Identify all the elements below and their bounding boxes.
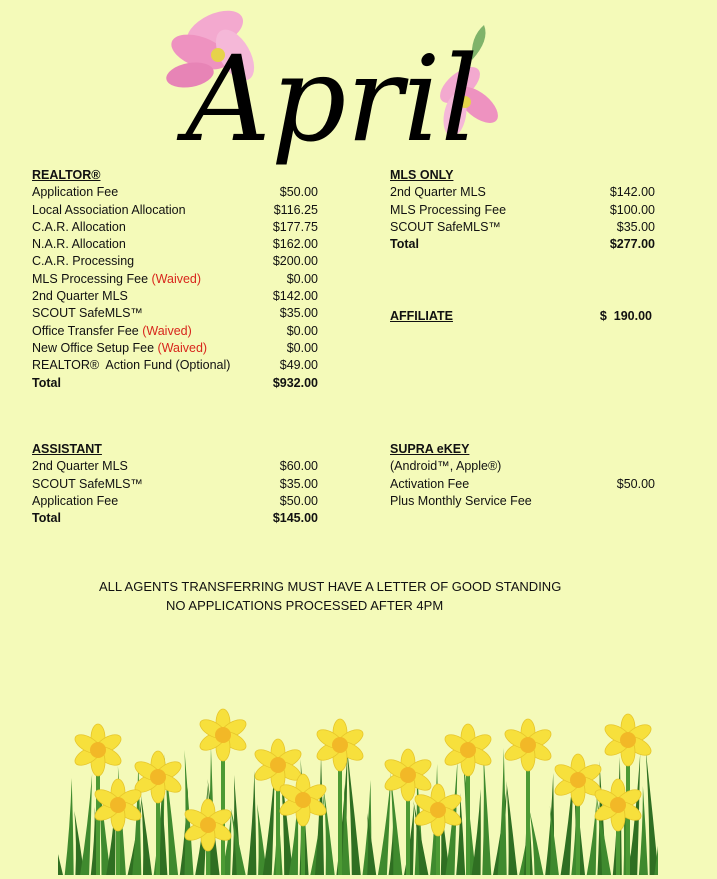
realtor-fee-label	[32, 271, 201, 288]
grass-blade	[639, 786, 648, 875]
realtor-fee-label	[32, 202, 186, 219]
realtor-fee-amount: $0.00	[286, 340, 318, 355]
grass-blade	[550, 806, 559, 875]
mls-only-header: MLS ONLY	[390, 168, 454, 182]
realtor-total-row	[32, 375, 318, 392]
realtor-fee-name: N.A.R. Allocation	[32, 237, 126, 252]
realtor-fee-row	[32, 305, 318, 322]
mls-only-fee-label	[390, 219, 501, 236]
realtor-fee-label	[32, 288, 128, 305]
realtor-fee-amount: $177.75	[272, 219, 318, 234]
supra-monthly-fee-label: Plus Monthly Service Fee	[390, 493, 532, 508]
grass-blade	[324, 788, 335, 875]
daffodil-garden-illustration	[58, 705, 658, 875]
realtor-total-label: Total	[32, 375, 61, 390]
grass-blade	[247, 771, 256, 875]
affiliate-amount: $ 190.00	[599, 309, 652, 323]
supra-ekey-header: SUPRA eKEY	[390, 442, 470, 456]
grass-blade	[646, 749, 658, 875]
grass-blade	[587, 798, 597, 875]
grass-blade	[506, 781, 517, 875]
realtor-fee-list	[32, 184, 318, 374]
realtor-fee-row	[32, 184, 318, 201]
realtor-header: REALTOR®	[32, 168, 101, 182]
april-title-art	[160, 0, 510, 185]
mls-only-total-label: Total	[390, 237, 419, 252]
assistant-fee-amount: $50.00	[279, 493, 318, 508]
mls-only-fee-name: 2nd Quarter MLS	[390, 185, 486, 200]
realtor-fee-amount: $162.00	[272, 237, 318, 252]
realtor-fee-name: MLS Processing Fee	[32, 271, 152, 286]
supra-ekey-subtitle: (Android™, Apple®)	[390, 459, 502, 474]
mls-only-fee-name: MLS Processing Fee	[390, 202, 507, 217]
realtor-fee-amount: $50.00	[279, 185, 318, 200]
assistant-header: ASSISTANT	[32, 442, 102, 456]
realtor-fee-name: SCOUT SafeMLS™	[32, 306, 143, 321]
realtor-fee-label	[32, 323, 192, 340]
grass-blade	[482, 752, 491, 875]
assistant-fee-list	[32, 458, 318, 510]
mls-only-fee-amount: $142.00	[609, 185, 655, 200]
realtor-fee-row	[32, 271, 318, 288]
assistant-fee-name: 2nd Quarter MLS	[32, 459, 128, 474]
grass-blade	[58, 815, 63, 875]
realtor-fee-name: Office Transfer Fee	[32, 323, 143, 338]
mls-only-fee-amount: $100.00	[609, 202, 655, 217]
affiliate-header: AFFILIATE	[390, 309, 453, 323]
mls-only-fee-list	[390, 184, 655, 236]
realtor-fee-row	[32, 288, 318, 305]
waived-note: (Waived)	[151, 271, 202, 286]
april-title: April	[185, 30, 479, 168]
supra-activation-row	[390, 476, 655, 493]
realtor-section	[32, 167, 318, 392]
realtor-fee-row	[32, 340, 318, 357]
assistant-fee-row	[32, 458, 318, 475]
supra-ekey-section	[390, 441, 655, 510]
mls-only-total-row	[390, 236, 655, 253]
assistant-fee-name: Application Fee	[32, 493, 119, 508]
realtor-total-amount: $932.00	[272, 375, 318, 390]
mls-only-fee-amount: $35.00	[616, 219, 655, 234]
assistant-fee-amount: $60.00	[279, 459, 318, 474]
assistant-fee-name: SCOUT SafeMLS™	[32, 476, 143, 491]
assistant-total-amount: $145.00	[272, 511, 318, 526]
realtor-fee-label	[32, 357, 230, 374]
assistant-section	[32, 441, 318, 527]
mls-only-fee-label	[390, 184, 486, 201]
realtor-fee-name: REALTOR® Action Fund (Optional)	[32, 358, 231, 373]
grass-blade	[141, 795, 152, 875]
mls-only-fee-row	[390, 219, 655, 236]
assistant-total-row	[32, 510, 318, 527]
realtor-fee-name: New Office Setup Fee	[32, 340, 158, 355]
assistant-fee-row	[32, 476, 318, 493]
affiliate-section	[390, 308, 652, 325]
notice-cutoff: NO APPLICATIONS PROCESSED AFTER 4PM	[166, 598, 444, 613]
realtor-fee-amount: $49.00	[279, 358, 318, 373]
realtor-fee-row	[32, 323, 318, 340]
grass-blade	[378, 776, 391, 875]
notice-transfer: ALL AGENTS TRANSFERRING MUST HAVE A LETTER OF GOOD STANDING	[99, 579, 562, 594]
assistant-fee-amount: $35.00	[279, 476, 318, 491]
grass-blade	[367, 813, 376, 875]
realtor-fee-label	[32, 340, 207, 357]
realtor-fee-label	[32, 305, 143, 322]
grass-blade	[65, 778, 74, 875]
realtor-fee-label	[32, 184, 118, 201]
realtor-fee-name: C.A.R. Allocation	[32, 219, 126, 234]
supra-activation-amount: $50.00	[616, 476, 655, 491]
realtor-fee-label	[32, 253, 134, 270]
realtor-fee-row	[32, 357, 318, 374]
mls-only-fee-label	[390, 202, 506, 219]
waived-note: (Waived)	[142, 323, 192, 338]
assistant-fee-label	[32, 476, 143, 493]
mls-only-fee-name: SCOUT SafeMLS™	[390, 219, 501, 234]
realtor-fee-name: Local Association Allocation	[32, 202, 186, 217]
assistant-fee-label	[32, 458, 128, 475]
realtor-fee-amount: $116.25	[273, 202, 318, 217]
realtor-fee-amount: $200.00	[272, 254, 318, 269]
mls-only-fee-row	[390, 184, 655, 201]
realtor-fee-row	[32, 219, 318, 236]
realtor-fee-row	[32, 202, 318, 219]
realtor-fee-row	[32, 253, 318, 270]
mls-only-fee-row	[390, 202, 655, 219]
realtor-fee-row	[32, 236, 318, 253]
assistant-total-label: Total	[32, 511, 61, 526]
realtor-fee-amount: $0.00	[286, 323, 318, 338]
assistant-fee-row	[32, 493, 318, 510]
realtor-fee-amount: $35.00	[279, 306, 318, 321]
supra-activation-label: Activation Fee	[390, 476, 470, 491]
waived-note: (Waived)	[157, 340, 208, 355]
realtor-fee-label	[32, 236, 126, 253]
mls-only-total-amount: $277.00	[609, 237, 655, 252]
assistant-fee-label	[32, 493, 118, 510]
realtor-fee-name: 2nd Quarter MLS	[32, 289, 128, 304]
mls-only-section	[390, 167, 655, 253]
realtor-fee-name: Application Fee	[32, 185, 119, 200]
realtor-fee-amount: $142.00	[272, 289, 318, 304]
realtor-fee-label	[32, 219, 126, 236]
realtor-fee-name: C.A.R. Processing	[32, 254, 135, 269]
affiliate-row	[390, 308, 652, 325]
realtor-fee-amount: $0.00	[286, 271, 318, 286]
